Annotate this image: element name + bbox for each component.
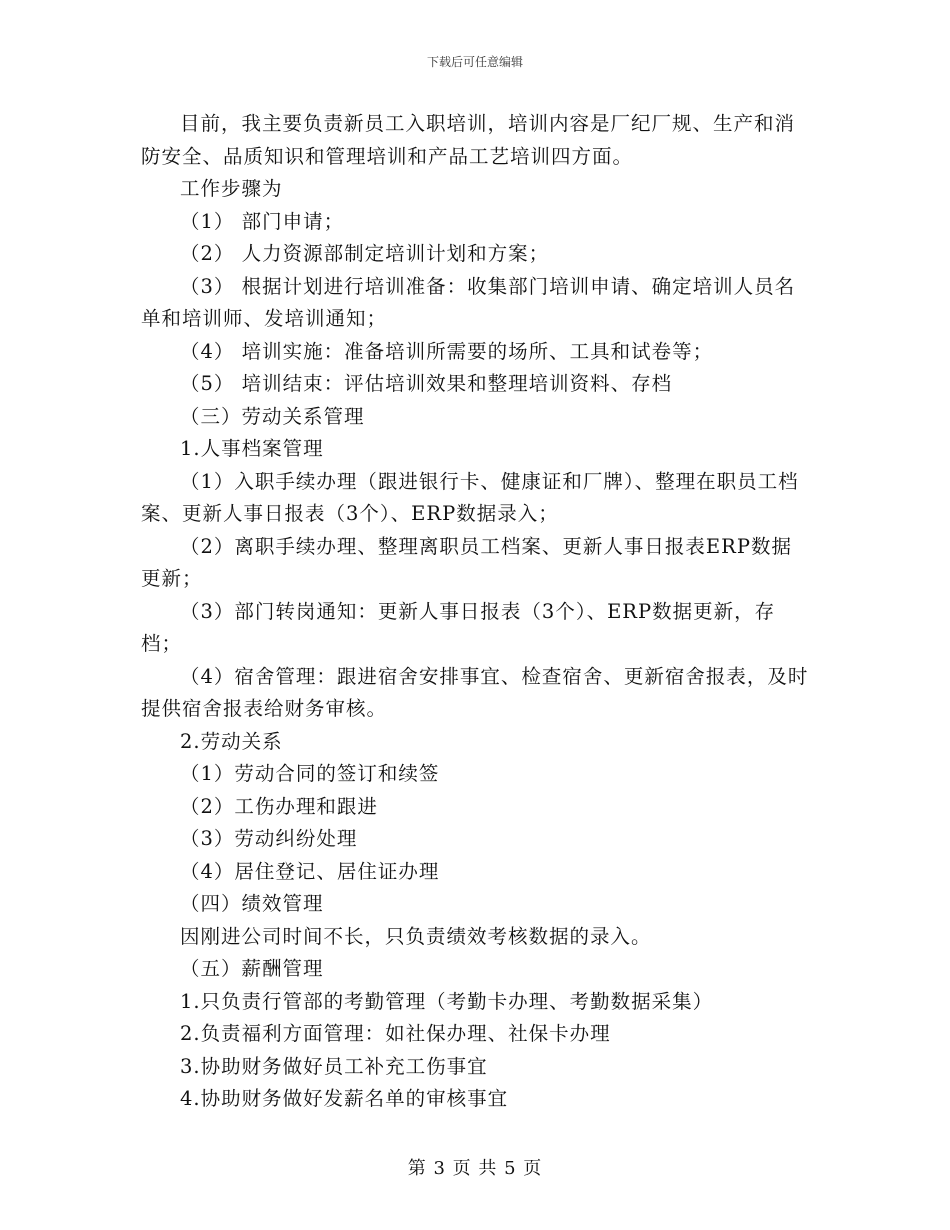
paragraph: 工作步骤为 (180, 177, 283, 200)
list-item: （2）工伤办理和跟进 (180, 794, 378, 818)
page-header: 下载后可任意编辑 (426, 55, 523, 69)
paragraph: 因刚进公司时间不长，只负责绩效考核数据的录入。 (180, 924, 652, 948)
list-item: （3） 根据计划进行培训准备：收集部门培训申请、确定培训人员名单和培训师、发培训通知； (141, 274, 796, 330)
section-heading: （四）绩效管理 (180, 892, 324, 915)
list-item: （1）入职手续办理（跟进银行卡、健康证和厂牌）、整理在职员工档案、更新人事日报表（3个）、ERP数据录入； (141, 469, 799, 525)
list-item: （2） 人力资源部制定培训计划和方案； (180, 242, 550, 265)
list-item: 4.协助财务做好发薪名单的审核事宜 (180, 1087, 509, 1110)
list-item: 3.协助财务做好员工补充工伤事宜 (180, 1054, 488, 1078)
section-heading: （五）薪酬管理 (180, 957, 324, 980)
paragraph: 目前，我主要负责新员工入职培训，培训内容是厂纪厂规、生产和消防安全、品质知识和管理培训和产品工艺培训四方面。 (141, 112, 796, 168)
list-item: （1） 部门申请； (180, 209, 345, 233)
list-item: 2.负责福利方面管理：如社保办理、社保卡办理 (180, 1022, 611, 1045)
list-item: （1）劳动合同的签订和续签 (180, 762, 440, 785)
subsection-heading: 1.人事档案管理 (180, 437, 324, 460)
document-body (141, 108, 811, 1116)
list-item: 1.只负责行管部的考勤管理（考勤卡办理、考勤数据采集） (180, 989, 714, 1013)
subsection-heading: 2.劳动关系 (180, 729, 283, 753)
list-item: （3）部门转岗通知：更新人事日报表（3个）、ERP数据更新，存档； (141, 599, 776, 655)
section-heading: （三）劳动关系管理 (180, 404, 365, 428)
list-item: （2）离职手续办理、整理离职员工档案、更新人事日报表ERP数据更新； (141, 534, 792, 590)
page-number-footer: 第 3 页 共 5 页 (407, 1158, 543, 1179)
list-item: （4） 培训实施：准备培训所需要的场所、工具和试卷等； (180, 339, 714, 363)
list-item: （5） 培训结束：评估培训效果和整理培训资料、存档 (180, 372, 673, 395)
list-item: （4）宿舍管理：跟进宿舍安排事宜、检查宿舍、更新宿舍报表，及时提供宿舍报表给财务审核。 (141, 664, 809, 720)
list-item: （3）劳动纠纷处理 (180, 827, 358, 850)
list-item: （4）居住登记、居住证办理 (180, 859, 440, 883)
